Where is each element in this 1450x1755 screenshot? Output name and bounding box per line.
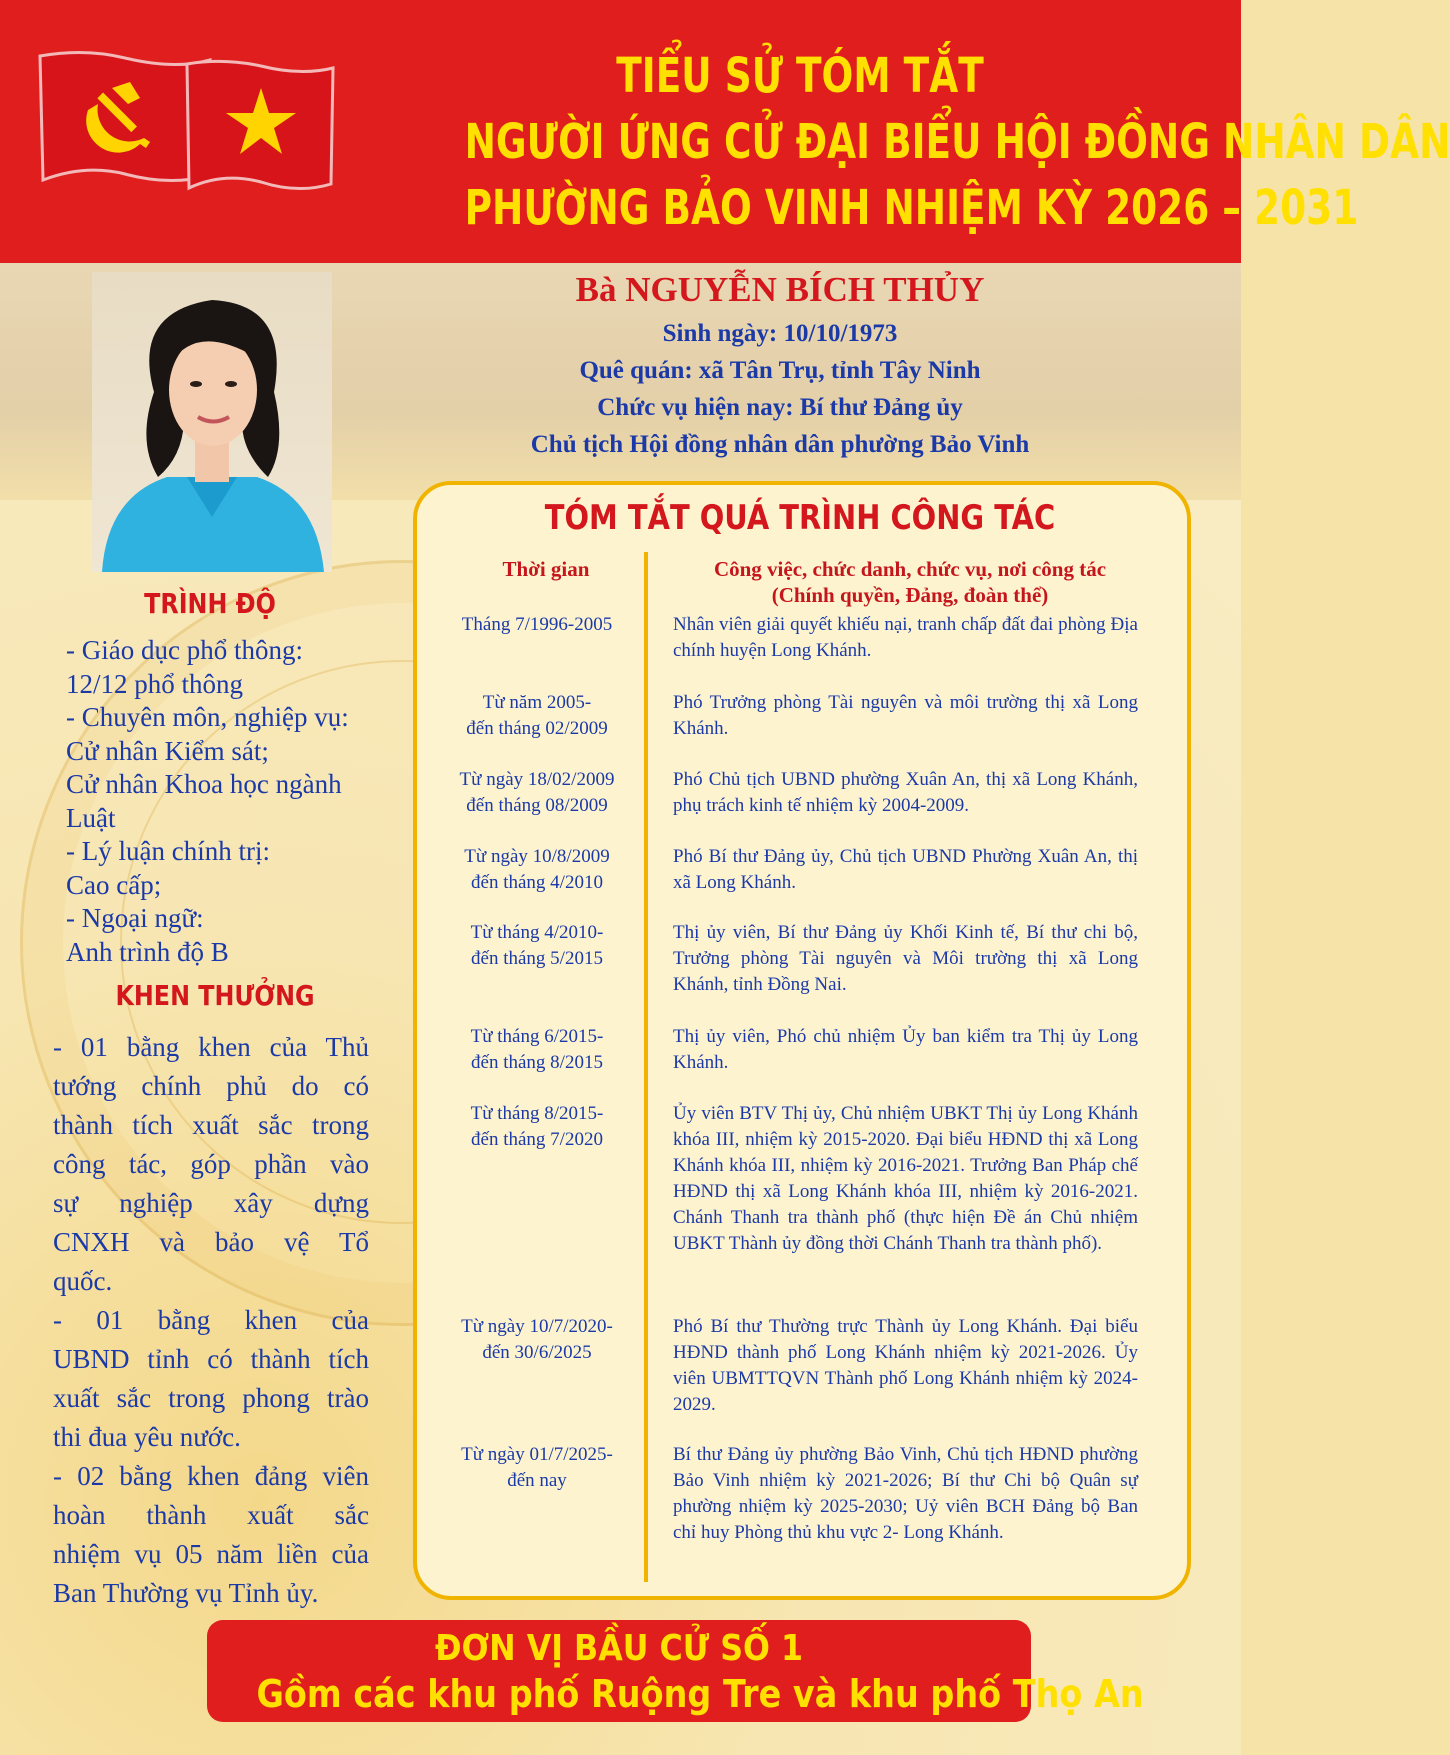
award-line: tướng chính phủ do có: [53, 1071, 369, 1101]
award-line: công tác, góp phần vào: [53, 1149, 369, 1179]
award-line: thi đua yêu nước.: [53, 1422, 241, 1452]
career-time-line: Từ tháng 6/2015-: [470, 1026, 604, 1047]
career-time-line: đến tháng 4/2010: [471, 872, 603, 893]
career-time-line: đến tháng 02/2009: [466, 718, 608, 739]
title-line-3: PHƯỜNG BẢO VINH NHIỆM KỲ 2026 – 2031: [464, 180, 1359, 236]
career-time-line: Từ tháng 8/2015-: [470, 1103, 604, 1124]
career-row-description: Nhân viên giải quyết khiếu nại, tranh chấp đất đai phòng Địa chính huyện Long Khánh.: [673, 614, 1138, 661]
award-line: sự nghiệp xây dựng: [53, 1188, 369, 1218]
career-time-line: Từ ngày 01/7/2025-: [461, 1444, 613, 1465]
education-line: - Chuyên môn, nghiệp vụ:: [66, 702, 349, 732]
career-time-line: Từ tháng 4/2010-: [470, 922, 604, 943]
electoral-unit-areas: Gồm các khu phố Ruộng Tre và khu phố Thọ An: [256, 1672, 1144, 1716]
column-header-work-sub: (Chính quyền, Đảng, đoàn thể): [771, 583, 1049, 607]
hometown: Quê quán: xã Tân Trụ, tỉnh Tây Ninh: [579, 357, 981, 384]
career-row-description: Thị ủy viên, Phó chủ nhiệm Ủy ban kiểm tra Thị ủy Long Khánh.: [673, 1026, 1138, 1073]
portrait-photo: [92, 272, 332, 572]
education-list: [66, 634, 396, 969]
current-position-2: Chủ tịch Hội đồng nhân dân phường Bảo Vinh: [530, 431, 1030, 458]
award-line: quốc.: [53, 1266, 113, 1296]
award-line: xuất sắc trong phong trào: [53, 1383, 369, 1413]
career-time-line: Từ ngày 10/7/2020-: [461, 1316, 613, 1337]
birth-date: Sinh ngày: 10/10/1973: [662, 320, 898, 347]
career-time-line: đến tháng 7/2020: [471, 1129, 603, 1150]
career-time-line: Từ ngày 10/8/2009: [464, 846, 610, 867]
education-line: Cử nhân Khoa học ngành: [66, 769, 342, 799]
career-row-description: Phó Bí thư Thường trực Thành ủy Long Khánh. Đại biểu HĐND thành phố Long Khánh nhiệm kỳ 2021-2026. Ủy viên UBMTTQVN Thành phố Long Khánh nhiệm kỳ 2024-2029.: [673, 1316, 1138, 1415]
column-divider: [644, 552, 648, 1582]
education-line: - Lý luận chính trị:: [66, 836, 270, 866]
career-row-description: Ủy viên BTV Thị ủy, Chủ nhiệm UBKT Thị ủy Long Khánh khóa III, nhiệm kỳ 2015-2020. Đại biểu HĐND thị xã Long Khánh khóa III, nhiệm kỳ 2016-2021. Trưởng Ban Pháp chế HĐND thị xã Long Khánh khóa III, nhiệm kỳ 2016-2021. Chánh Thanh tra thành phố (thực hiện Đề án Chủ nhiệm UBKT Thành ủy đồng thời Chánh Thanh tra thành phố).: [673, 1103, 1138, 1254]
award-line: - 02 bằng khen đảng viên: [53, 1461, 369, 1491]
column-header-time: Thời gian: [502, 557, 590, 581]
career-row-time: [446, 690, 628, 742]
career-row-time: [446, 920, 628, 972]
education-line: Anh trình độ B: [66, 936, 229, 967]
electoral-unit-title: ĐƠN VỊ BẦU CỬ SỐ 1: [434, 1628, 804, 1669]
career-row-time: [446, 1442, 628, 1494]
awards-list: [53, 1028, 369, 1613]
education-line: Cao cấp;: [66, 869, 162, 900]
career-time-line: đến tháng 08/2009: [466, 795, 608, 816]
career-time-line: đến 30/6/2025: [482, 1342, 592, 1363]
career-row-description: Thị ủy viên, Bí thư Đảng ủy Khối Kinh tế, Bí thư chi bộ, Trưởng phòng Tài nguyên và Môi trường thị xã Long Khánh, tỉnh Đồng Nai.: [673, 922, 1138, 995]
candidate-name: Bà NGUYỄN BÍCH THỦY: [575, 270, 985, 309]
national-flag-icon: [183, 58, 338, 196]
career-time-line: Từ ngày 18/02/2009: [459, 769, 615, 790]
title-line-1: TIỂU SỬ TÓM TẮT: [616, 48, 984, 104]
career-time-line: Tháng 7/1996-2005: [461, 614, 613, 635]
education-line: 12/12 phổ thông: [66, 668, 244, 699]
career-time-line: Từ năm 2005-: [482, 692, 592, 713]
career-row-description: Bí thư Đảng ủy phường Bảo Vinh, Chủ tịch HĐND phường Bảo Vinh nhiệm kỳ 2021-2026; Bí thư Chi bộ Quân sự phường nhiệm kỳ 2025-2030; Uỷ viên BCH Đảng bộ Ban chỉ huy Phòng thủ khu vực 2- Long Khánh.: [673, 1444, 1138, 1543]
education-line: Cử nhân Kiểm sát;: [66, 735, 269, 766]
career-row-description: Phó Bí thư Đảng ủy, Chủ tịch UBND Phường Xuân An, thị xã Long Khánh.: [673, 846, 1138, 893]
award-line: - 01 bằng khen của Thủ: [53, 1032, 369, 1062]
career-time-line: đến tháng 5/2015: [471, 948, 603, 969]
awards-heading: KHEN THƯỞNG: [115, 979, 315, 1012]
current-position: Chức vụ hiện nay: Bí thư Đảng ủy: [597, 394, 963, 421]
education-heading: TRÌNH ĐỘ: [144, 587, 276, 620]
career-heading: TÓM TẮT QUÁ TRÌNH CÔNG TÁC: [544, 498, 1056, 538]
award-line: hoàn thành xuất sắc: [53, 1500, 369, 1530]
award-line: - 01 bằng khen của: [53, 1305, 369, 1335]
award-line: thành tích xuất sắc trong: [53, 1110, 369, 1140]
award-line: UBND tỉnh có thành tích: [53, 1344, 369, 1374]
award-line: nhiệm vụ 05 năm liền của: [53, 1539, 369, 1569]
education-line: - Ngoại ngữ:: [66, 903, 204, 933]
education-line: Luật: [66, 802, 116, 833]
award-line: Ban Thường vụ Tỉnh ủy.: [53, 1578, 319, 1608]
award-line: CNXH và bảo vệ Tổ: [53, 1227, 369, 1257]
career-row-description: Phó Trưởng phòng Tài nguyên và môi trường thị xã Long Khánh.: [673, 692, 1138, 739]
career-row-description: Phó Chủ tịch UBND phường Xuân An, thị xã Long Khánh, phụ trách kinh tế nhiệm kỳ 2004-2009.: [673, 769, 1138, 816]
career-row-time: [446, 1101, 628, 1153]
career-row-time: [446, 1024, 628, 1076]
career-row-time: [446, 1314, 628, 1366]
title-line-2: NGƯỜI ỨNG CỬ ĐẠI BIỂU HỘI ĐỒNG NHÂN DÂN: [464, 114, 1450, 170]
career-row-time: [446, 767, 628, 819]
career-time-line: đến tháng 8/2015: [471, 1052, 603, 1073]
career-row-time: [446, 612, 628, 638]
career-time-line: đến nay: [507, 1470, 567, 1491]
education-line: - Giáo dục phổ thông:: [66, 635, 303, 665]
column-header-work: Công việc, chức danh, chức vụ, nơi công tác: [713, 557, 1107, 581]
career-row-time: [446, 844, 628, 896]
